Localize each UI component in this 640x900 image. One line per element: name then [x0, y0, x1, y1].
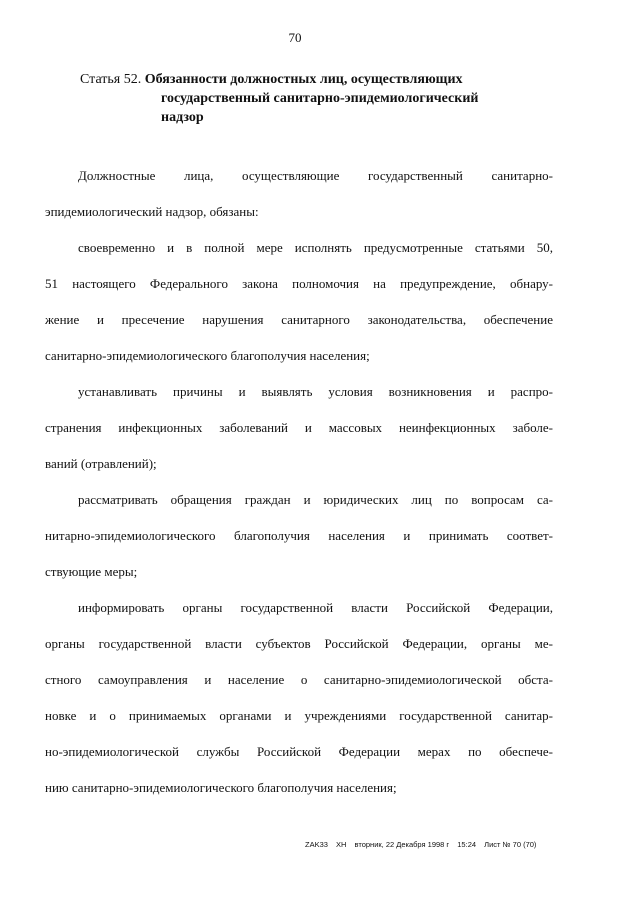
paragraph-intro: [45, 158, 553, 230]
article-body: [45, 158, 553, 806]
text-line: странения инфекционных заболеваний и массовых неинфекционных заболе-: [45, 420, 553, 435]
text-line: эпидемиологический надзор, обязаны:: [45, 204, 259, 219]
text-line: ствующие меры;: [45, 564, 138, 579]
text-line: санитарно-эпидемиологического благополучия населения;: [45, 348, 370, 363]
text-line: нитарно-эпидемиологического благополучия населения и принимать соответ-: [45, 528, 553, 543]
article-label: Статья 52.: [80, 72, 142, 87]
paragraph-duty-2: [45, 374, 553, 482]
footer-date: вторник, 22 Декабря 1998 г: [354, 840, 450, 849]
article-title-line-1: Обязанности должностных лиц, осуществляющих: [144, 72, 463, 87]
paragraph-duty-1: [45, 230, 553, 374]
text-line: Должностные лица, осуществляющие государственный санитарно-: [78, 168, 553, 183]
text-line: новке и о принимаемых органами и учреждениями государственной санитар-: [45, 708, 553, 723]
footer-sheet: Лист № 70 (70): [484, 840, 537, 849]
footer-initials: XH: [336, 840, 347, 849]
article-title-line-2: государственный санитарно-эпидемиологический: [161, 91, 479, 106]
footer-doc-code: ZAK33: [305, 840, 328, 849]
text-line: рассматривать обращения граждан и юридических лиц по вопросам са-: [78, 492, 553, 507]
text-line: органы государственной власти субъектов Российской Федерации, органы ме-: [45, 636, 553, 651]
page-number: 70: [288, 30, 302, 45]
text-line: стного самоуправления и население о санитарно-эпидемиологической обста-: [45, 672, 553, 687]
text-line: информировать органы государственной власти Российской Федерации,: [78, 600, 553, 615]
text-line: 51 настоящего Федерального закона полномочия на предупреждение, обнару-: [45, 276, 553, 291]
footer-time: 15:24: [457, 840, 477, 849]
text-line: устанавливать причины и выявлять условия возникновения и распро-: [78, 384, 553, 399]
text-line: ваний (отравлений);: [45, 456, 157, 471]
text-line: жение и пресечение нарушения санитарного законодательства, обеспечение: [45, 312, 553, 327]
text-line: нию санитарно-эпидемиологического благополучия населения;: [45, 780, 397, 795]
text-line: своевременно и в полной мере исполнять предусмотренные статьями 50,: [78, 240, 553, 255]
paragraph-duty-3: [45, 482, 553, 590]
article-title-line-3: надзор: [161, 110, 204, 125]
page-footer: [305, 840, 542, 849]
text-line: но-эпидемиологической службы Российской Федерации мерах по обеспече-: [45, 744, 553, 759]
article-heading: [80, 70, 580, 127]
paragraph-duty-4: [45, 590, 553, 806]
